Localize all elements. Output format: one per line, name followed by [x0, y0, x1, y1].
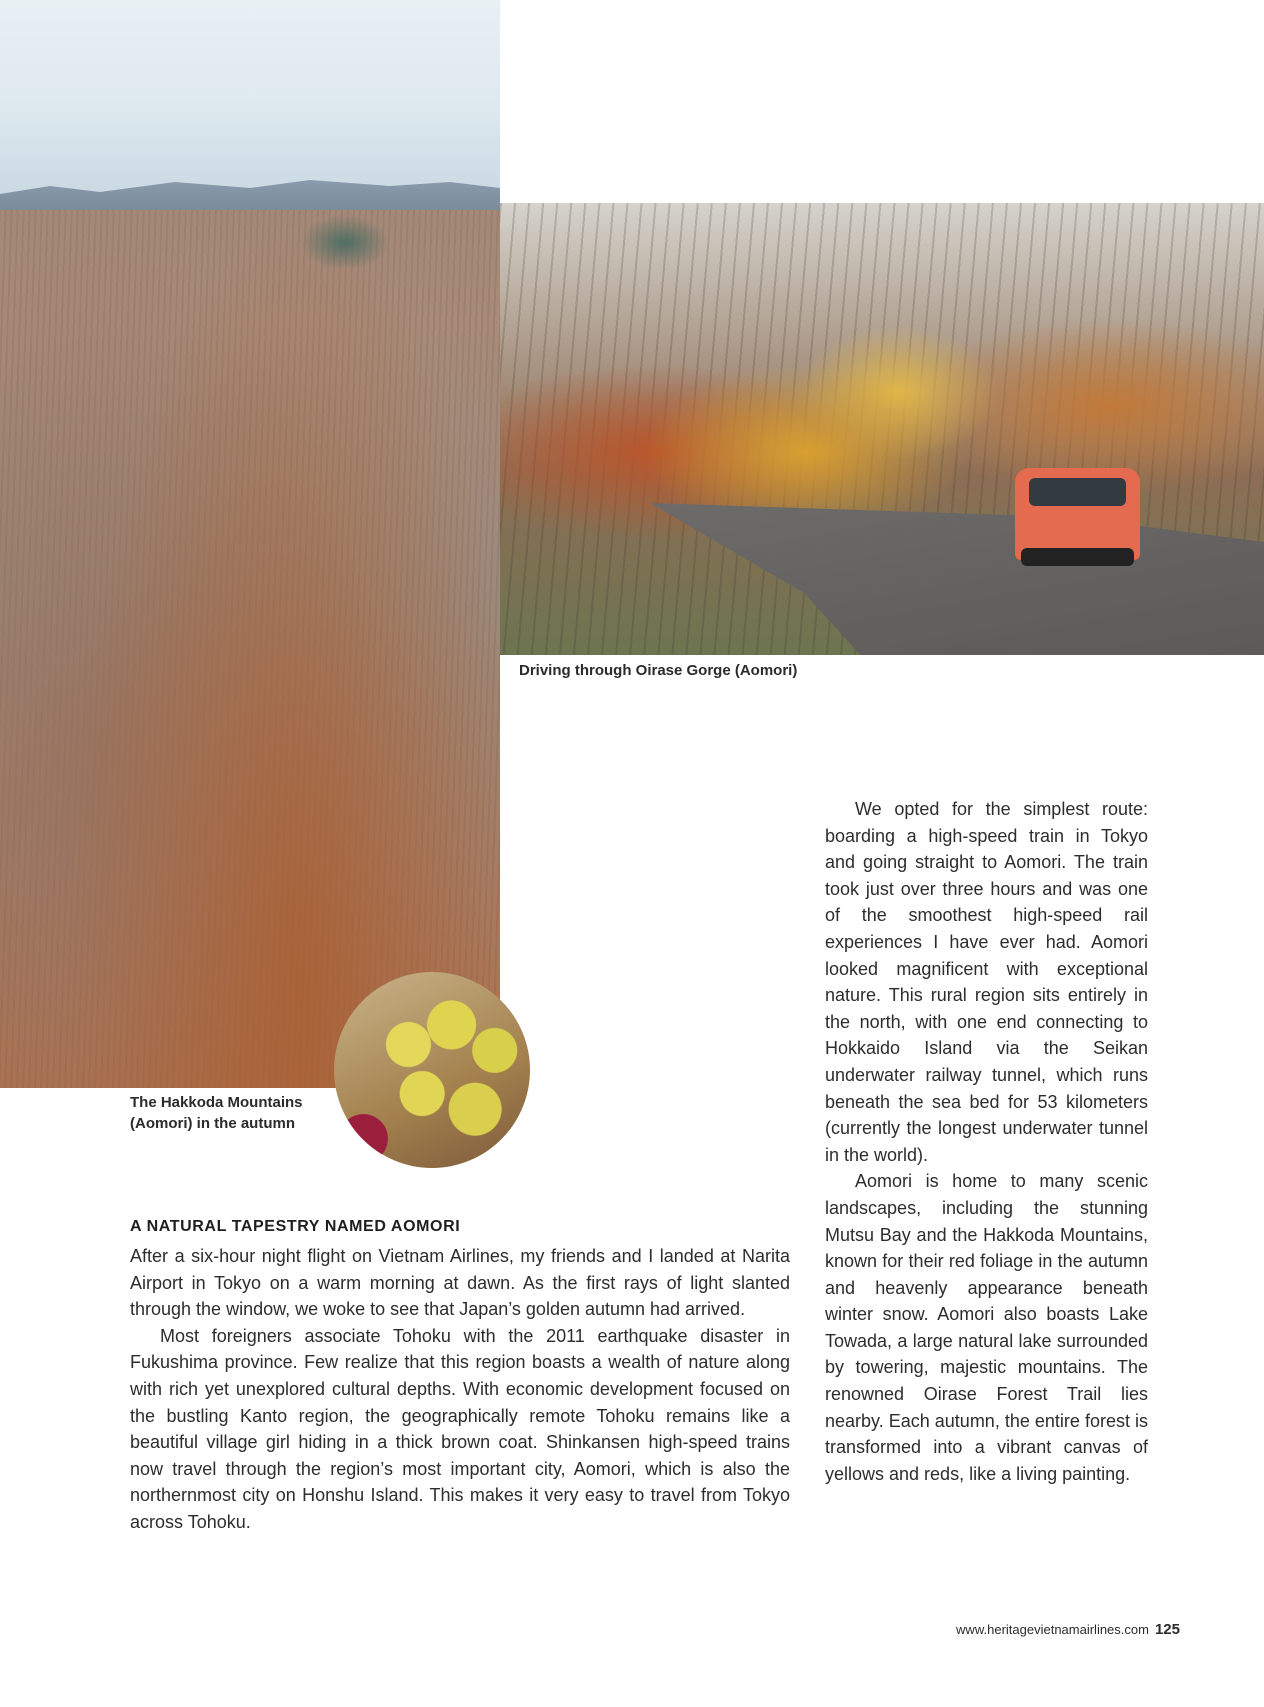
paragraph: Most foreigners associate Tohoku with the 2011 earthquake disaster in Fukushima province. Few realize that this region boasts a wealth of nature along with rich yet unexplored cultural depths. With economic development focused on the bustling Kanto region, the geographically remote Tohoku remains like a beautiful village girl hiding in a thick brown coat. Shinkansen high-speed trains now travel through the region’s most important city, Aomori, which is also the northernmost city on Honshu Island. This makes it very easy to travel from Tokyo across Tohoku. [130, 1325, 790, 1532]
hakkoda-caption-line2: (Aomori) in the autumn [130, 1115, 295, 1132]
sky [0, 0, 500, 200]
left-column [130, 1243, 790, 1536]
paragraph: We opted for the simplest route: boarding a high-speed train in Tokyo and going straight to Aomori. The train took just over three hours and was one of the smoothest high-speed rail experiences I have ever had. Aomori looked magnificent with exceptional nature. This rural region sits entirely in the north, with one end connecting to Hokkaido Island via the Seikan underwater railway tunnel, which runs beneath the sea bed for 53 kilometers (currently the longest underwater tunnel in the world). [825, 799, 1148, 1165]
section-heading: A NATURAL TAPESTRY NAMED AOMORI [130, 1218, 461, 1235]
oirase-gorge-photo [500, 203, 1264, 655]
page-footer [956, 1621, 1180, 1638]
hakkoda-caption-line1: The Hakkoda Mountains [130, 1094, 303, 1111]
paragraph: After a six-hour night flight on Vietnam Airlines, my friends and I landed at Narita Airport in Tokyo on a warm morning at dawn. As the first rays of light slanted through the window, we woke to see that Japan’s golden autumn had arrived. [130, 1246, 790, 1320]
oirase-caption: Driving through Oirase Gorge (Aomori) [519, 662, 798, 679]
hakkoda-caption [130, 1092, 330, 1134]
road [650, 493, 1264, 655]
hakkoda-mountains-photo [0, 0, 500, 1088]
orange-car [1015, 468, 1140, 560]
website-url: www.heritagevietnamairlines.com [956, 1622, 1149, 1637]
evergreen-patch [300, 215, 390, 270]
apples-circle-photo [334, 972, 530, 1168]
paragraph: Aomori is home to many scenic landscapes, including the stunning Mutsu Bay and the Hakkoda Mountains, known for their red foliage in the autumn and heavenly appearance beneath winter snow. Aomori also boasts Lake Towada, a large natural lake surrounded by towering, majestic mountains. The renowned Oirase Forest Trail lies nearby. Each autumn, the entire forest is transformed into a vibrant canvas of yellows and reds, like a living painting. [825, 1171, 1148, 1484]
page-number: 125 [1154, 1621, 1180, 1638]
right-column [825, 796, 1148, 1487]
